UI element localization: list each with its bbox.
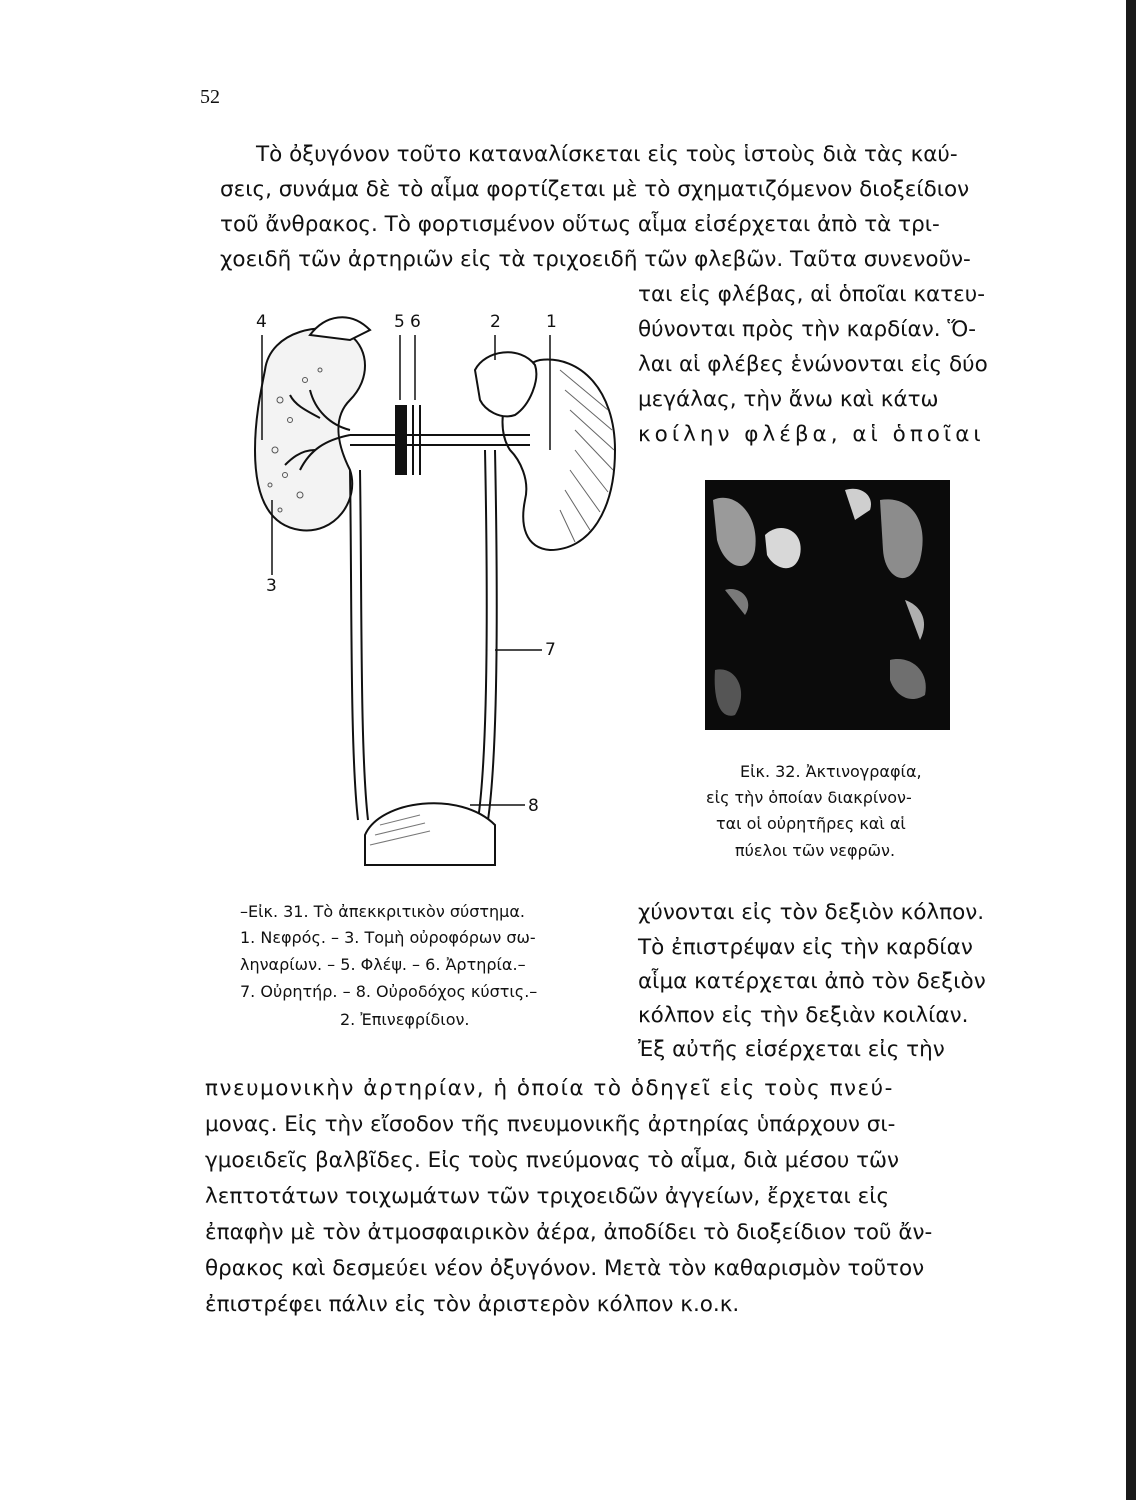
text-line: λαι αἱ φλέβες ἑνώνονται εἰς δύο bbox=[638, 352, 988, 377]
label-8: 8 bbox=[528, 796, 539, 816]
text-line: αἷμα κατέρχεται ἀπὸ τὸν δεξιὸν bbox=[638, 969, 986, 994]
text-line: ται εἰς φλέβας, αἱ ὁποῖαι κατευ- bbox=[638, 282, 985, 307]
renal-vessels bbox=[350, 435, 530, 445]
text-line: μονας. Εἰς τὴν εἴσοδον τῆς πνευμονικῆς ἀρτηρίας ὑπάρχουν σι- bbox=[205, 1112, 896, 1137]
text-line: χύνονται εἰς τὸν δεξιὸν κόλπον. bbox=[638, 900, 985, 925]
text-line: θύνονται πρὸς τὴν καρδίαν. Ὅ- bbox=[638, 317, 976, 342]
label-1: 1 bbox=[546, 312, 557, 332]
text-line: γμοειδεῖς βαλβῖδες. Εἰς τοὺς πνεύμονας τὸ αἷμα, διὰ μέσου τῶν bbox=[205, 1148, 900, 1173]
text-line: θρακος καὶ δεσμεύει νέον ὀξυγόνον. Μετὰ τὸν καθαρισμὸν τοῦτον bbox=[205, 1256, 925, 1281]
text-line: ἐπιστρέφει πάλιν εἰς τὸν ἀριστερὸν κόλπον κ.ο.κ. bbox=[205, 1292, 740, 1317]
fig32-caption-line: ται οἱ οὐρητῆρες καὶ αἱ bbox=[716, 814, 906, 833]
vein-block bbox=[395, 405, 407, 475]
text-line: κόλπον εἰς τὴν δεξιὰν κοιλίαν. bbox=[638, 1003, 969, 1028]
text-line: λεπτοτάτων τοιχωμάτων τῶν τριχοειδῶν ἀγγείων, ἔρχεται εἰς bbox=[205, 1184, 890, 1209]
fig31-caption-line: 7. Οὐρητήρ. – 8. Οὐροδόχος κύστις.– bbox=[240, 982, 538, 1001]
ureters bbox=[350, 450, 497, 820]
fig32-caption-line: πύελοι τῶν νεφρῶν. bbox=[735, 841, 896, 860]
kidney-system-diagram bbox=[230, 300, 630, 870]
text-line: Τὸ ὀξυγόνον τοῦτο καταναλίσκεται εἰς τοὺς ἱστοὺς διὰ τὰς καύ- bbox=[256, 142, 958, 167]
label-2: 2 bbox=[490, 312, 501, 332]
text-line: τοῦ ἄνθρακος. Τὸ φορτισμένον οὕτως αἷμα εἰσέρχεται ἀπὸ τὰ τρι- bbox=[220, 212, 940, 237]
text-line: Τὸ ἐπιστρέψαν εἰς τὴν καρδίαν bbox=[638, 935, 973, 960]
page-edge-shadow bbox=[1126, 0, 1136, 1500]
text-line: μεγάλας, τὴν ἄνω καὶ κάτω bbox=[638, 387, 939, 412]
text-line: σεις, συνάμα δὲ τὸ αἷμα φορτίζεται μὲ τὸ σχηματιζόμενον διοξείδιον bbox=[220, 177, 970, 202]
text-line: πνευμονικὴν ἀρτηρίαν, ἡ ὁποία τὸ ὁδηγεῖ εἰς τοὺς πνεύ- bbox=[205, 1076, 894, 1101]
label-6: 6 bbox=[410, 312, 421, 332]
text-line: Ἐξ αὐτῆς εἰσέρχεται εἰς τὴν bbox=[638, 1037, 945, 1062]
left-suprarenal bbox=[310, 317, 370, 340]
text-line: χοειδῆ τῶν ἀρτηριῶν εἰς τὰ τριχοειδῆ τῶν φλεβῶν. Ταῦτα συνενοῦν- bbox=[220, 247, 971, 272]
label-3: 3 bbox=[266, 576, 277, 596]
fig32-caption-line: εἰς τὴν ὁποίαν διακρίνον- bbox=[706, 788, 912, 807]
xray-image bbox=[705, 480, 950, 730]
fig32-caption-line: Εἰκ. 32. Ἀκτινογραφία, bbox=[740, 762, 922, 781]
fig31-caption-line: 1. Νεφρός. – 3. Τομὴ οὐροφόρων σω- bbox=[240, 928, 536, 947]
text-line: ἐπαφὴν μὲ τὸν ἀτμοσφαιρικὸν ἀέρα, ἀποδίδει τὸ διοξείδιον τοῦ ἄν- bbox=[205, 1220, 933, 1245]
bladder bbox=[365, 803, 495, 865]
label-4: 4 bbox=[256, 312, 267, 332]
label-7: 7 bbox=[545, 640, 556, 660]
label-5: 5 bbox=[394, 312, 405, 332]
text-line: κοίλην φλέβα, αἱ ὁποῖαι bbox=[638, 422, 985, 447]
page-number: 52 bbox=[200, 86, 220, 108]
fig31-caption-line: ληναρίων. – 5. Φλέψ. – 6. Ἀρτηρία.– bbox=[240, 955, 526, 974]
fig31-caption-line: 2. Ἐπινεφρίδιον. bbox=[340, 1010, 470, 1029]
fig31-caption-line: –Εἰκ. 31. Τὸ ἀπεκκριτικὸν σύστημα. bbox=[240, 902, 525, 921]
